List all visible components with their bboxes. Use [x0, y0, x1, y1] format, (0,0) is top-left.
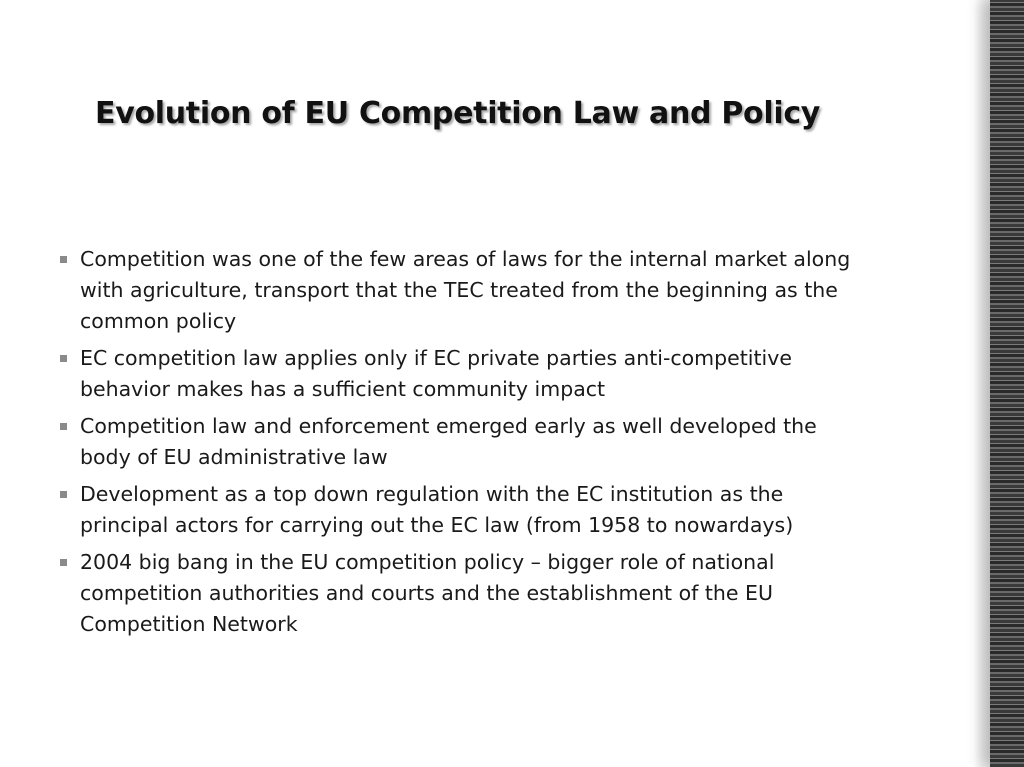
bullet-item — [60, 411, 860, 473]
bullet-item — [60, 479, 860, 541]
bullet-text: EC competition law applies only if EC private parties anti-competitive behavior makes has a sufficient community impact — [80, 346, 792, 401]
square-bullet-icon — [60, 256, 67, 263]
bullet-text: Competition law and enforcement emerged early as well developed the body of EU administrative law — [80, 414, 817, 469]
bullet-text: 2004 big bang in the EU competition policy – bigger role of national competition authorities and courts and the establishment of the EU Competition Network — [80, 550, 775, 636]
square-bullet-icon — [60, 491, 67, 498]
bullet-list — [60, 244, 860, 646]
bullet-text: Development as a top down regulation with the EC institution as the principal actors for carrying out the EC law (from 1958 to nowardays) — [80, 482, 794, 537]
edge-decoration — [990, 0, 1024, 767]
square-bullet-icon — [60, 355, 67, 362]
square-bullet-icon — [60, 559, 67, 566]
bullet-item — [60, 343, 860, 405]
slide-title: Evolution of EU Competition Law and Policy — [95, 96, 821, 131]
bullet-item — [60, 547, 860, 640]
bullet-item — [60, 244, 860, 337]
bullet-text: Competition was one of the few areas of laws for the internal market along with agriculture, transport that the TEC treated from the beginning as the common policy — [80, 247, 851, 333]
square-bullet-icon — [60, 423, 67, 430]
